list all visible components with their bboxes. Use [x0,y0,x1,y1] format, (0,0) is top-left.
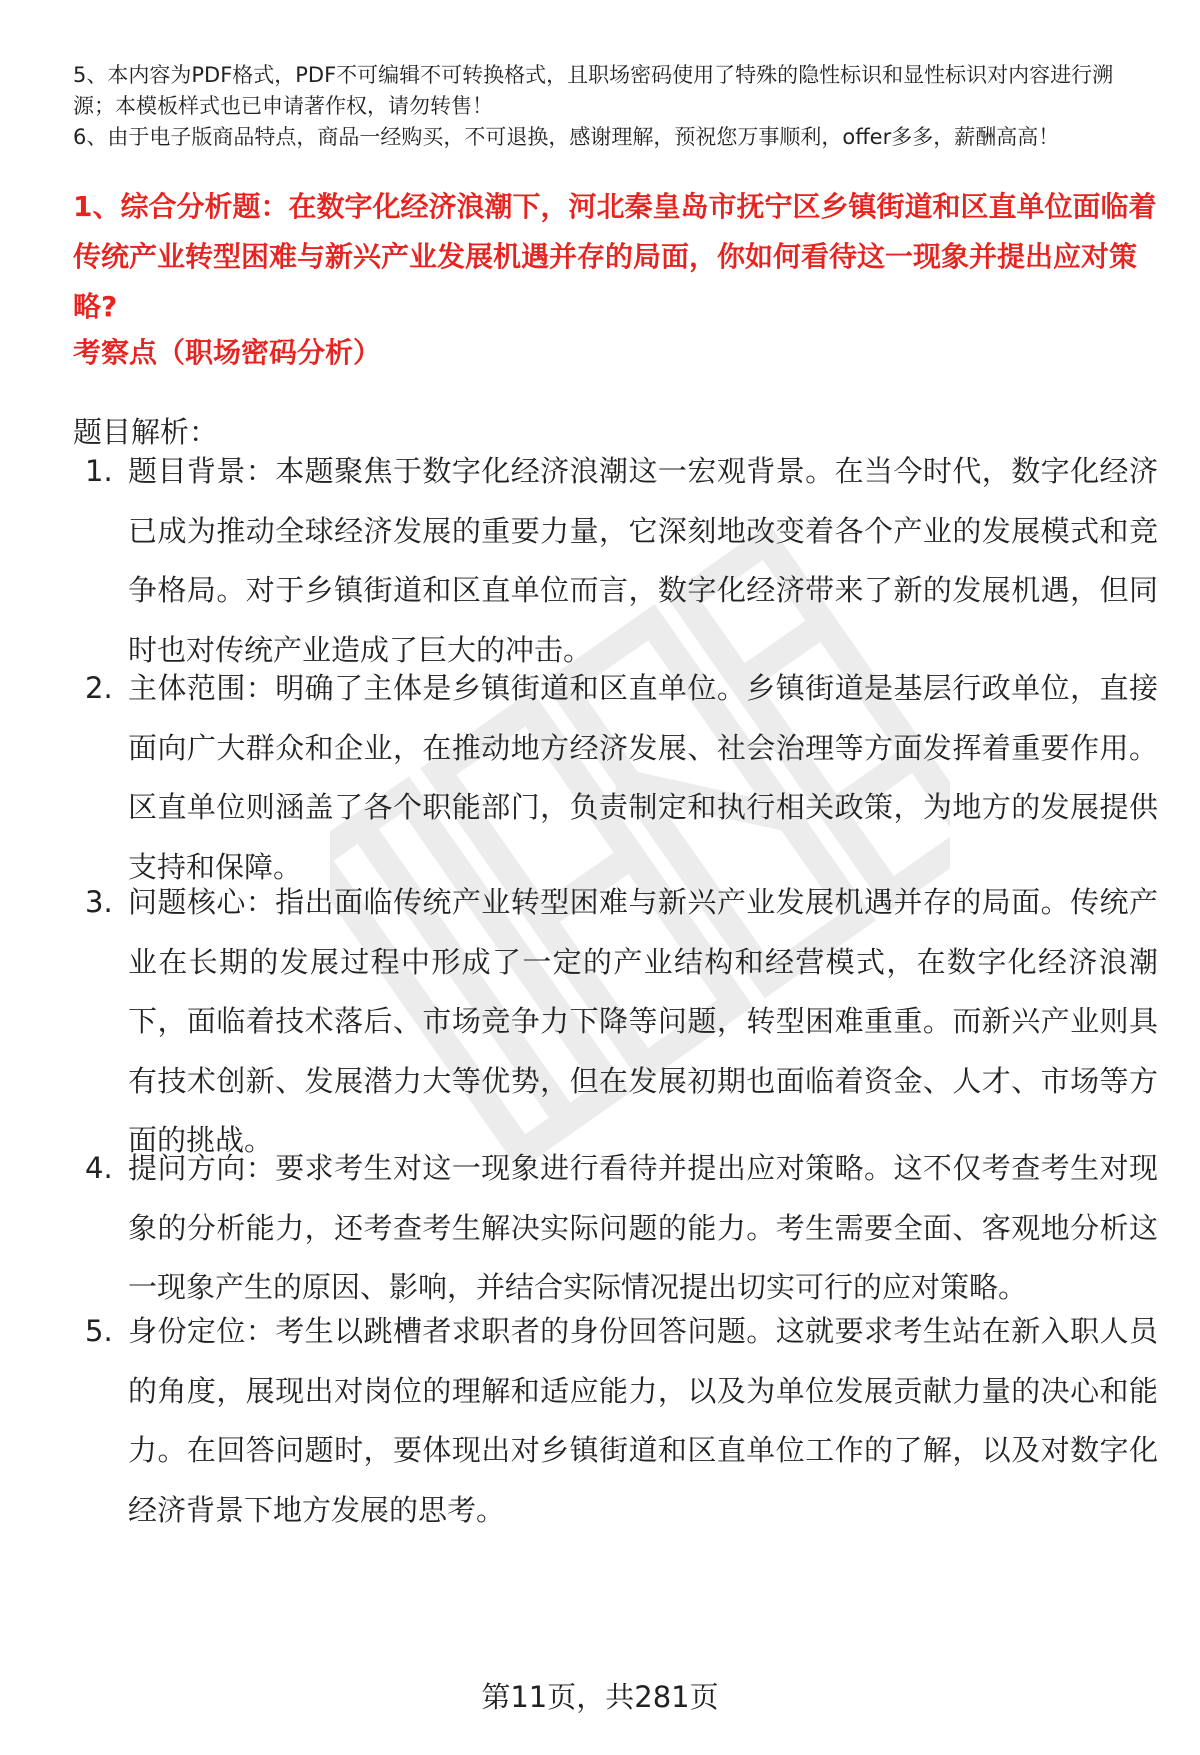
list-item-text: 题目背景：本题聚焦于数字化经济浪潮这一宏观背景。在当今时代，数字化经济已成为推动全球经济发展的重要力量，它深刻地改变着各个产业的发展模式和竞争格局。对于乡镇街道和区直单位而言，数字化经济带来了新的发展机遇，但同时也对传统产业造成了巨大的冲击。 [128,454,1158,667]
list-item-text: 提问方向：要求考生对这一现象进行看待并提出应对策略。这不仅考查考生对现象的分析能力，还考查考生解决实际问题的能力。考生需要全面、客观地分析这一现象产生的原因、影响，并结合实际情况提出切实可行的应对策略。 [128,1151,1158,1304]
list-item [85,442,1160,680]
list-item [85,1139,1160,1318]
list-item [85,1302,1160,1540]
question-title: 1、综合分析题：在数字化经济浪潮下，河北秦皇岛市抚宁区乡镇街道和区直单位面临着传统产业转型困难与新兴产业发展机遇并存的局面，你如何看待这一现象并提出应对策略? [73,190,1157,323]
list-item-number: 4. [85,1151,113,1185]
list-item-number: 3. [85,885,113,919]
exam-point-heading: 考察点（职场密码分析） [73,336,382,369]
list-item-number: 1. [85,454,113,488]
list-item-number: 2. [85,671,113,705]
list-item-text: 主体范围：明确了主体是乡镇街道和区直单位。乡镇街道是基层行政单位，直接面向广大群众和企业，在推动地方经济发展、社会治理等方面发挥着重要作用。区直单位则涵盖了各个职能部门，负责制定和执行相关政策，为地方的发展提供支持和保障。 [128,671,1158,884]
analysis-label: 题目解析： [73,415,219,449]
list-item-text: 问题核心：指出面临传统产业转型困难与新兴产业发展机遇并存的局面。传统产业在长期的发展过程中形成了一定的产业结构和经营模式，在数字化经济浪潮下，面临着技术落后、市场竞争力下降等问题，转型困难重重。而新兴产业则具有技术创新、发展潜力大等优势，但在发展初期也面临着资金、人才、市场等方面的挑战。 [128,885,1158,1157]
note-item: 6、由于电子版商品特点，商品一经购买，不可退换，感谢理解，预祝您万事顺利，offer多多，薪酬高高！ [73,125,1060,149]
list-item [85,873,1160,1171]
purchase-notes [73,60,1153,153]
page-number: 第11页，共281页 [481,1680,719,1714]
list-item-number: 5. [85,1314,113,1348]
note-item: 5、本内容为PDF格式，PDF不可编辑不可转换格式，且职场密码使用了特殊的隐性标识和显性标识对内容进行溯源；本模板样式也已申请著作权，请勿转售！ [73,63,1114,118]
list-item [85,659,1160,897]
list-item-text: 身份定位：考生以跳槽者求职者的身份回答问题。这就要求考生站在新入职人员的角度，展现出对岗位的理解和适应能力，以及为单位发展贡献力量的决心和能力。在回答问题时，要体现出对乡镇街道和区直单位工作的了解，以及对数字化经济背景下地方发展的思考。 [128,1314,1158,1527]
